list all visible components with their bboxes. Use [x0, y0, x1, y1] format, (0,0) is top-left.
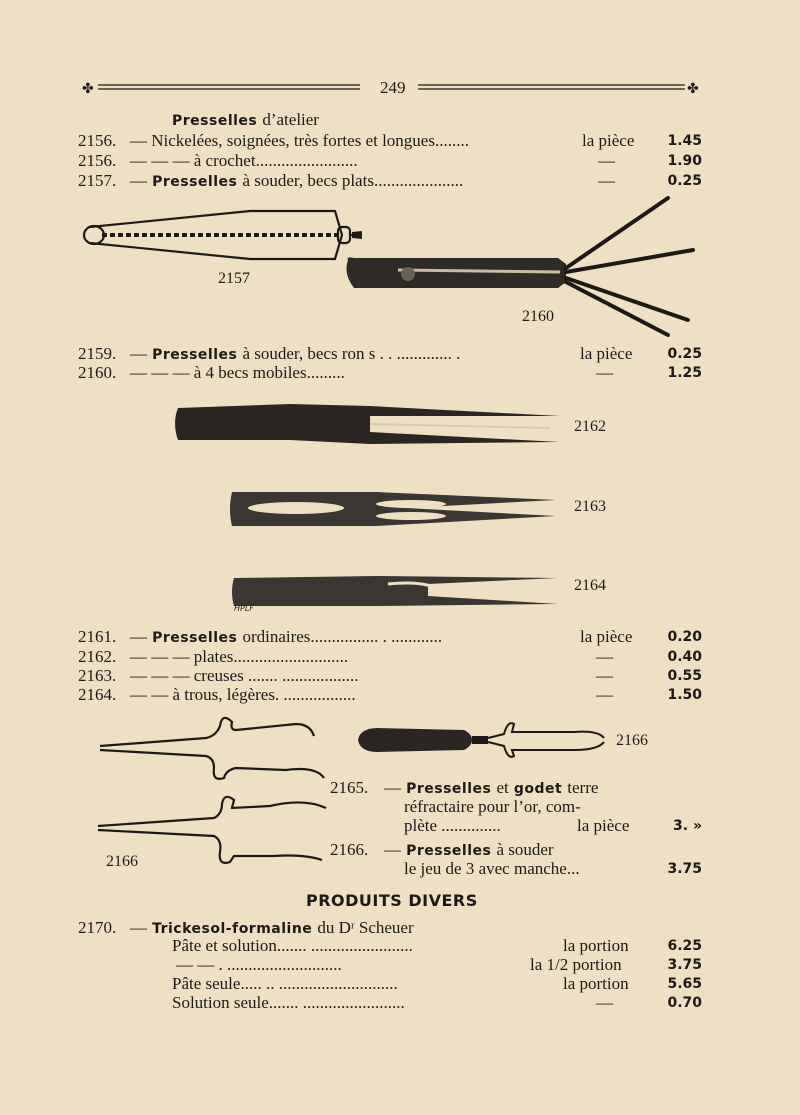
tweezers-2157-illustration [80, 205, 365, 265]
item-2165-line1: — Presselles et godet terre [384, 778, 599, 797]
item-unit: — [596, 647, 613, 666]
item-unit: la pièce [580, 344, 633, 363]
item-price: 0.70 [667, 995, 702, 1011]
item-unit: la pièce [582, 131, 635, 150]
item-price: 3.75 [667, 957, 702, 973]
item-unit: — [598, 171, 615, 190]
figure-label-2160: 2160 [522, 308, 554, 325]
item-2166-line1: — Presselles à souder [384, 840, 554, 859]
product-row: — — . ........................... [176, 955, 342, 974]
item-number: 2165. [330, 778, 369, 797]
item-unit: la pièce [577, 816, 630, 835]
item-number: 2156. [78, 151, 117, 170]
figure-label-2166-top: 2166 [616, 732, 648, 749]
item-number: 2156. [78, 131, 117, 150]
item-price: 3.75 [667, 861, 702, 877]
item-description: — Presselles à souder, becs ron s . . ............. . [130, 344, 461, 363]
item-description: — Presselles ordinaires................ . ............ [130, 627, 443, 646]
figure-label-2157: 2157 [218, 270, 250, 287]
item-description: — — — plates........................... [130, 647, 349, 666]
product-row: Pâte et solution....... ........................ [172, 936, 413, 955]
item-description: — Nickelées, soignées, très fortes et longues........ [130, 131, 469, 150]
figure-label-2163: 2163 [574, 498, 606, 515]
item-unit: — [596, 993, 613, 1012]
item-unit: la portion [563, 974, 629, 993]
tweezers-2163-illustration [226, 486, 566, 532]
item-unit: la portion [563, 936, 629, 955]
product-row: Pâte seule..... .. ............................ [172, 974, 398, 993]
item-2165-line2: réfractaire pour l’or, com- [404, 797, 581, 816]
item-price: 3. » [673, 818, 702, 834]
tweezers-2162-illustration [170, 398, 570, 448]
item-price: 0.55 [667, 668, 702, 684]
item-unit: — [596, 363, 613, 382]
page-number: 249 [380, 78, 406, 97]
item-description: — — — creuses ....... .................. [130, 666, 359, 685]
item-unit: — [596, 666, 613, 685]
item-price: 1.25 [667, 365, 702, 381]
item-number: 2159. [78, 344, 117, 363]
item-number: 2163. [78, 666, 117, 685]
item-number: 2161. [78, 627, 117, 646]
figure-label-2166-left: 2166 [106, 853, 138, 870]
item-description: — Presselles à souder, becs plats..................... [130, 171, 464, 190]
item-number: 2157. [78, 171, 117, 190]
svg-text:✤: ✤ [82, 81, 94, 97]
item-price: 1.50 [667, 687, 702, 703]
section-heading-produits-divers: PRODUITS DIVERS [306, 891, 478, 910]
section-title-atelier: Presselles d’atelier [172, 110, 319, 129]
item-price: 0.20 [667, 629, 702, 645]
product-row: Solution seule....... ........................ [172, 993, 405, 1012]
item-price: 5.65 [667, 976, 702, 992]
item-unit: la 1/2 portion [530, 955, 622, 974]
item-price: 0.25 [667, 346, 702, 362]
item-description: — — — à crochet........................ [130, 151, 358, 170]
svg-text:✤: ✤ [687, 81, 699, 97]
item-price: 1.90 [667, 153, 702, 169]
item-unit: — [598, 151, 615, 170]
item-number: 2160. [78, 363, 117, 382]
figure-label-2164: 2164 [574, 577, 606, 594]
item-2165-line3: plète .............. [404, 816, 501, 835]
product-title: — Trickesol-formaline du Dʳ Scheuer [130, 918, 414, 937]
item-description: — — à trous, légères. ................. [130, 685, 356, 704]
item-description: — — — à 4 becs mobiles......... [130, 363, 345, 382]
item-number: 2166. [330, 840, 369, 859]
item-price: 6.25 [667, 938, 702, 954]
maker-stamp: HPLF [234, 604, 254, 613]
item-price: 1.45 [667, 133, 702, 149]
item-2166-line2: le jeu de 3 avec manche... [404, 859, 580, 878]
item-unit: — [596, 685, 613, 704]
figure-label-2162: 2162 [574, 418, 606, 435]
tweezers-2160-illustration [338, 190, 698, 340]
item-number: 2170. [78, 918, 117, 937]
item-unit: la pièce [580, 627, 633, 646]
item-number: 2164. [78, 685, 117, 704]
item-price: 0.25 [667, 173, 702, 189]
tweezers-2164-illustration [228, 570, 568, 612]
handled-tweezers-2166-illustration [354, 716, 614, 766]
wire-tweezers-2165-illustration [96, 708, 336, 788]
item-number: 2162. [78, 647, 117, 666]
item-price: 0.40 [667, 649, 702, 665]
